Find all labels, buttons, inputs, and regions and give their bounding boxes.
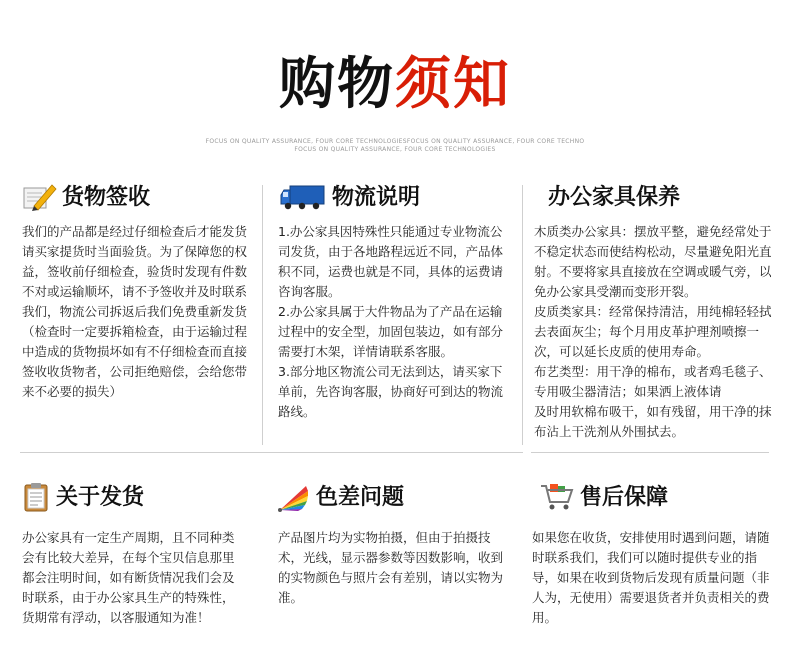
pencil-paper-icon xyxy=(22,182,56,210)
section-body-furniture-care xyxy=(534,222,774,442)
section-title-text: 货物签收 xyxy=(62,185,151,210)
paragraph: 皮质类家具：经常保持清洁，用纯棉轻轻拭去表面灰尘；每个月用皮革护理剂喷擦一次，可以延长皮质的使用寿命。 xyxy=(534,304,772,359)
subline-2: FOCUS ON QUALITY ASSURANCE, FOUR CORE TECHNOLOGIES xyxy=(294,146,496,153)
section-title-logistics xyxy=(280,180,420,211)
section-title-text: 售后保障 xyxy=(580,485,669,510)
section-title-shipping xyxy=(22,480,144,511)
paragraph: 3.部分地区物流公司无法到达，请买家下单前，先咨询客服，协商好可到达的物流路线。 xyxy=(278,364,504,419)
section-title-text: 关于发货 xyxy=(56,485,145,510)
clipboard-icon xyxy=(22,482,50,510)
paragraph: 产品图片均为实物拍摄，但由于拍摄技术，光线，显示器参数等因数影响，收到的实物颜色与照片会有差别，请以实物为准。 xyxy=(278,530,504,605)
paragraph: 2.办公家具属于大件物品为了产品在运输过程中的安全型，加固包装边，如有部分需要打木架，详情请联系客服。 xyxy=(278,304,504,359)
divider-v2 xyxy=(522,185,523,445)
section-title-furniture-care xyxy=(548,180,680,211)
paragraph: 木质类办公家具：摆放平整，避免经常处于不稳定状态而使结构松动，尽量避免阳光直射。不要将家具直接放在空调或暖气旁，以免办公家具受潮而变形开裂。 xyxy=(534,224,772,299)
section-title-text: 办公家具保养 xyxy=(548,185,681,210)
page-title-red: 须知 xyxy=(395,52,511,117)
paragraph: 1.办公家具因特殊性只能通过专业物流公司发货，由于各地路程远近不同，产品体积不同，运费也就是不同，具体的运费请咨询客服。 xyxy=(278,224,504,299)
paragraph: 及时用软棉布吸干，如有残留，用干净的抹布沾上干洗剂从外围拭去。 xyxy=(534,404,772,439)
page-title xyxy=(0,40,790,120)
section-title-goods-receipt xyxy=(22,180,150,211)
section-body-goods-receipt xyxy=(22,222,250,402)
section-body-after-sales xyxy=(532,528,776,628)
subline-1: FOCUS ON QUALITY ASSURANCE, FOUR CORE TECHNOLOGIESFOCUS ON QUALITY ASSURANCE, FOUR CORE TECHNO xyxy=(205,138,585,145)
paragraph: 布艺类型：用干净的棉布，或者鸡毛毯子、专用吸尘器清洁；如果洒上液体请 xyxy=(534,364,772,399)
section-body-shipping xyxy=(22,528,246,628)
paragraph: 办公家具有一定生产周期，且不同种类会有比较大差异，在每个宝贝信息那里都会注明时间，如有断货情况我们会及时联系，由于办公家具生产的特殊性，货期常有浮动，以客服通知为准！ xyxy=(22,530,235,625)
paragraph: 如果您在收货，安排使用时遇到问题，请随时联系我们，我们可以随时提供专业的指导，如果在收到货物后发现有质量问题（非人为，无使用）需要退货者并负责相关的费用。 xyxy=(532,530,770,625)
section-body-color-difference xyxy=(278,528,512,608)
color-fan-icon xyxy=(276,482,310,510)
divider-v1 xyxy=(262,185,263,445)
section-title-after-sales xyxy=(540,480,668,511)
section-title-text: 色差问题 xyxy=(316,485,405,510)
section-body-logistics xyxy=(278,222,510,422)
divider-h1 xyxy=(20,452,523,453)
section-title-color-difference xyxy=(276,480,404,511)
page-title-black: 购物 xyxy=(279,52,395,117)
section-title-text: 物流说明 xyxy=(332,185,421,210)
shopping-cart-icon xyxy=(540,482,574,510)
truck-icon xyxy=(280,182,326,210)
divider-h2 xyxy=(531,452,769,453)
paragraph: 我们的产品都是经过仔细检查后才能发货请买家提货时当面验货。为了保障您的权益，签收前仔细检查，验货时发现有件数不对或运输顺坏，请不予签收并及时联系我们，物流公司拆返后我们免费重新发货（检查时一定要拆箱检查，由于运输过程中造成的货物损坏如有不仔细检查而直接签收收货物者，公司拒绝赔偿，会给您带来不必要的损失） xyxy=(22,224,248,399)
